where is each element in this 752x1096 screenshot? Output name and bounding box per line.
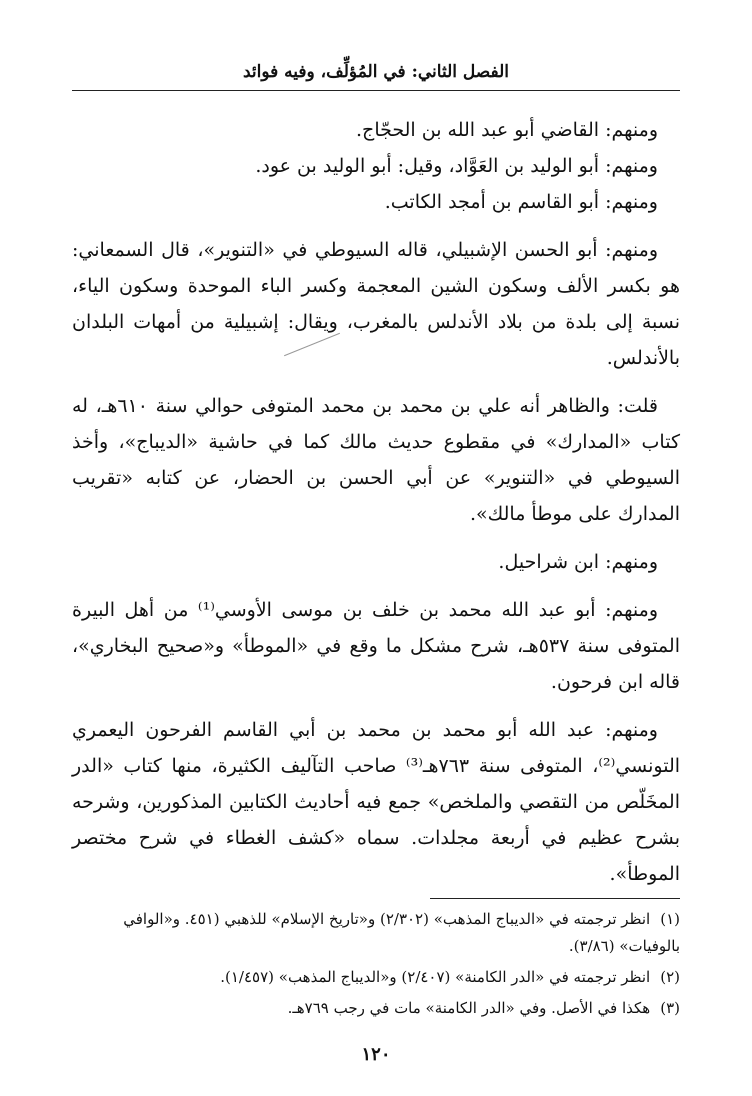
paragraph-qultu: قلت: والظاهر أنه علي بن محمد بن محمد المتوفى حوالي سنة ٦١٠هـ، له كتاب «المدارك» في مقطوع حديث مالك كما في حاشية «الديباج»، وأخذ السيوطي في «التنوير» عن أبي الحسن بن الحضار، عن كتابه «تقريب المدارك على موطأ مالك». (72, 395, 680, 525)
footnote-number: (١) (660, 910, 680, 928)
paragraph-ibn-awwad: ومنهم: أبو الوليد بن العَوَّاد، وقيل: أبو الوليد بن عود. (255, 155, 658, 177)
paragraph-al-yamuri: ومنهم: عبد الله أبو محمد بن محمد بن أبي القاسم الفرحون اليعمري التونسي⁽²⁾، المتوفى سنة ٧٦٣هـ⁽³⁾ صاحب التآليف الكثيرة، منها كتاب «الدر المخَلّص من التقصي والملخص» جمع فيه أحاديث الكتابين المذكورين، وشرحه بشرح عظيم في أربعة مجلدات. سماه «كشف الغطاء في شرح مختصر الموطأ». (72, 719, 681, 885)
main-text (72, 112, 680, 892)
footnote-text: هكذا في الأصل. وفي «الدر الكامنة» مات في رجب ٧٦٩هـ. (287, 999, 651, 1017)
footnote-separator (430, 898, 680, 899)
footnote-item (72, 964, 680, 991)
footnote-item (72, 995, 680, 1022)
paragraph-qadi: ومنهم: القاضي أبو عبد الله بن الحجّاج. (356, 119, 658, 141)
paragraph-ibn-amjad: ومنهم: أبو القاسم بن أمجد الكاتب. (384, 191, 658, 213)
footnote-number: (٣) (660, 999, 680, 1017)
footnote-item (72, 906, 680, 960)
footnote-text: انظر ترجمته في «الديباج المذهب» (٢/٣٠٢) و«تاريخ الإسلام» للذهبي (٤٥١. و«الوافي بالوفيات» (٣/٨٦). (123, 910, 680, 955)
paragraph-ibn-sharahil: ومنهم: ابن شراحيل. (498, 551, 658, 573)
footnotes (72, 906, 680, 1026)
paragraph-al-awsi: ومنهم: أبو عبد الله محمد بن خلف بن موسى الأوسي⁽¹⁾ من أهل البيرة المتوفى سنة ٥٣٧هـ، شرح مشكل ما وقع في «الموطأ» و«صحيح البخاري»، قاله ابن فرحون. (72, 599, 680, 693)
chapter-header: الفصل الثاني: في المُؤلِّف، وفيه فوائد (72, 62, 680, 91)
footnote-text: انظر ترجمته في «الدر الكامنة» (٢/٤٠٧) و«الديباج المذهب» (١/٤٥٧). (220, 968, 651, 986)
page-number: ١٢٠ (361, 1044, 391, 1065)
footnote-number: (٢) (660, 968, 680, 986)
paragraph-ishbili: ومنهم: أبو الحسن الإشبيلي، قاله السيوطي في «التنوير»، قال السمعاني: هو بكسر الألف وسكون الشين المعجمة وكسر الباء الموحدة وسكون الياء، نسبة إلى بلدة من بلاد الأندلس بالمغرب، ويقال: إشبيلية من أمهات البلدان بالأندلس. (72, 239, 680, 369)
